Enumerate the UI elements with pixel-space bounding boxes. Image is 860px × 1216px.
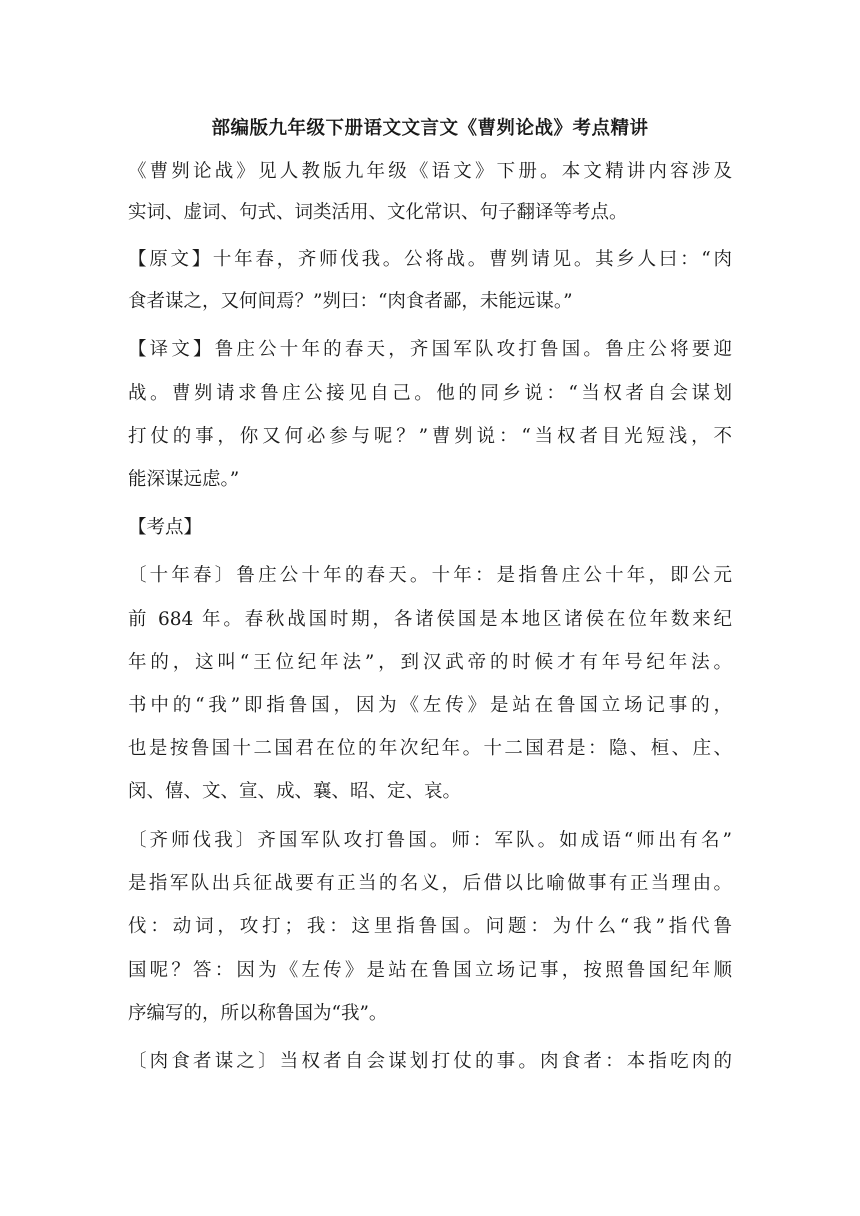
body-line-point1-2: 前 684 年。春秋战国时期，各诸侯国是本地区诸侯在位年数来纪: [128, 609, 732, 630]
body-line-point1-3: 年的，这叫“王位纪年法”，到汉武帝的时候才有年号纪年法。: [128, 652, 732, 673]
body-line-original-2: 食者谋之，又何间焉？”刿曰：“肉食者鄙，未能远谋。”: [128, 291, 573, 312]
body-line-intro-2: 实词、虚词、句式、词类活用、文化常识、句子翻译等考点。: [128, 202, 628, 223]
body-line-translation-2: 战。曹刿请求鲁庄公接见自己。他的同乡说：“当权者自会谋划: [128, 383, 732, 404]
section-heading-kaodian: 【考点】: [128, 517, 203, 538]
body-line-translation-1: 【译文】鲁庄公十年的春天，齐国军队攻打鲁国。鲁庄公将要迎: [128, 339, 732, 360]
body-line-intro-1: 《曹刿论战》见人教版九年级《语文》下册。本文精讲内容涉及: [128, 161, 732, 182]
body-line-point2-2: 是指军队出兵征战要有正当的名义，后借以比喻做事有正当理由。: [128, 873, 732, 894]
body-line-point2-5: 序编写的，所以称鲁国为“我”。: [128, 1003, 388, 1024]
body-line-point1-1: 〔十年春〕鲁庄公十年的春天。十年：是指鲁庄公十年，即公元: [128, 565, 732, 586]
body-line-point1-4: 书中的“我”即指鲁国，因为《左传》是站在鲁国立场记事的，: [128, 695, 732, 716]
body-line-translation-4: 能深谋远虑。”: [128, 469, 240, 490]
document-title: 部编版九年级下册语文文言文《曹刿论战》考点精讲: [211, 118, 649, 139]
body-line-original-1: 【原文】十年春，齐师伐我。公将战。曹刿请见。其乡人曰：“肉: [128, 249, 732, 270]
body-line-translation-3: 打仗的事，你又何必参与呢？”曹刿说：“当权者目光短浅，不: [128, 426, 732, 447]
body-line-point3-1: 〔肉食者谋之〕当权者自会谋划打仗的事。肉食者：本指吃肉的: [128, 1051, 732, 1072]
body-line-point2-4: 国呢？答：因为《左传》是站在鲁国立场记事，按照鲁国纪年顺: [128, 960, 732, 981]
body-line-point1-6: 闵、僖、文、宣、成、襄、昭、定、哀。: [128, 781, 462, 802]
body-line-point1-5: 也是按鲁国十二国君在位的年次纪年。十二国君是：隐、桓、庄、: [128, 738, 732, 759]
body-line-point2-3: 伐：动词，攻打；我：这里指鲁国。问题：为什么“我”指代鲁: [128, 916, 732, 937]
body-line-point2-1: 〔齐师伐我〕齐国军队攻打鲁国。师：军队。如成语“师出有名”: [128, 830, 732, 851]
